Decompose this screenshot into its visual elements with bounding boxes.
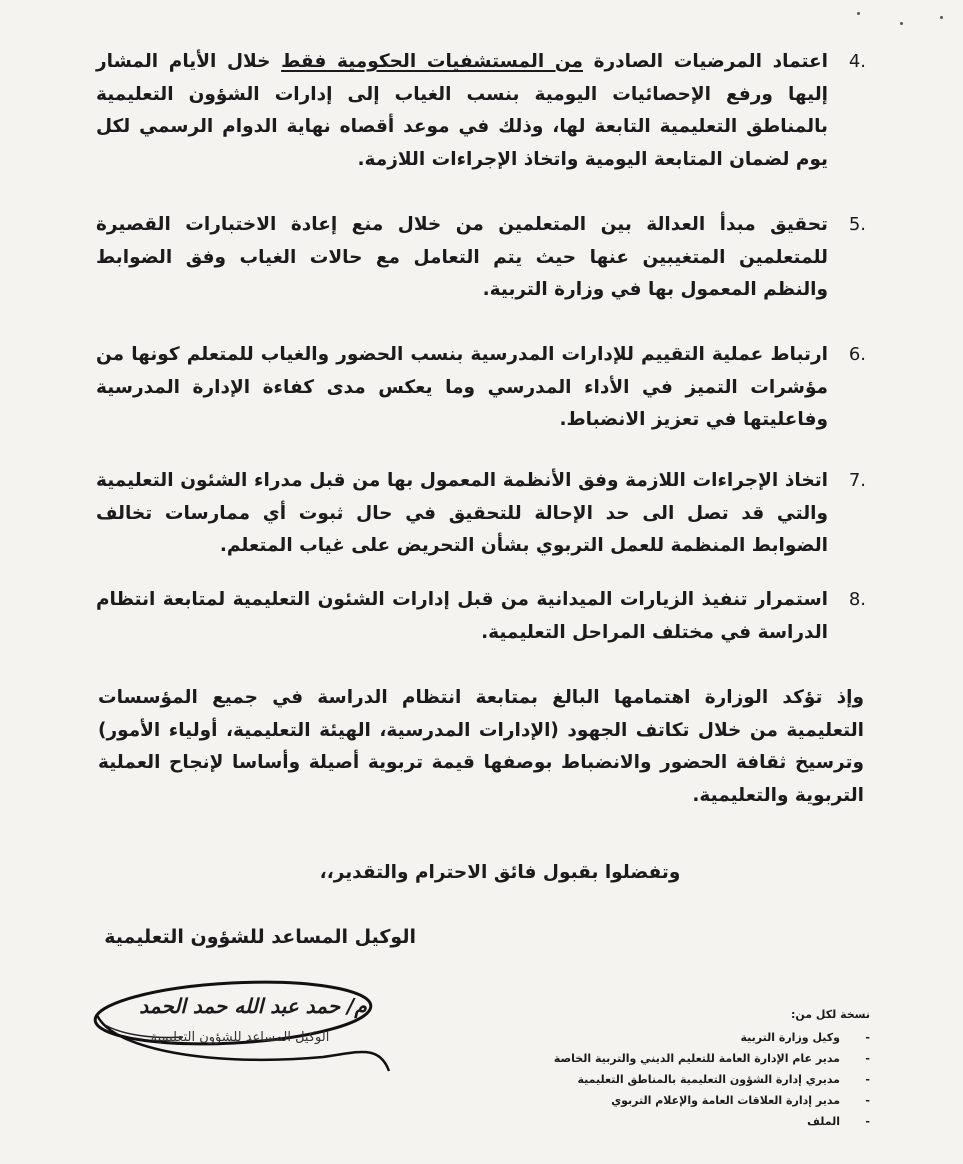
numbered-items [96, 46, 866, 649]
bullet-dash: - [865, 1031, 870, 1044]
list-item [96, 465, 866, 584]
list-item [530, 1027, 870, 1048]
list-item [530, 1111, 870, 1132]
item-number: 5. [848, 214, 866, 235]
item-text: تحقيق مبدأ العدالة بين المتعلمين من خلال منع إعادة الاختبارات القصيرة للمتعلمين المتغيبين عنها حيث يتم التعامل مع حالات الغياب وفق الضوابط والنظم المعمول بها في وزارة التربية. [96, 214, 828, 300]
copies-title: نسخة لكل من: [790, 1008, 870, 1021]
list-item [96, 209, 866, 339]
item-number: 7. [848, 470, 866, 491]
scan-speck [900, 22, 903, 25]
closing-paragraph: وإذ تؤكد الوزارة اهتمامها البالغ بمتابعة انتظام الدراسة في جميع المؤسسات التعليمية من خلال تكاتف الجهود (الإدارات المدرسية، الهيئة التعليمية، أولياء الأمور) وترسيخ ثقافة الحضور والانضباط بوصفها قيمة تربوية أصيلة وأساسا لإنجاح العملية التربوية والتعليمية. [98, 687, 864, 806]
list-item [530, 1090, 870, 1111]
item-number: 8. [848, 589, 866, 610]
list-item [530, 1069, 870, 1090]
bullet-dash: - [865, 1115, 870, 1128]
copy-recipient: مدير عام الإدارة العامة للتعليم الديني والتربية الخاصة [553, 1052, 840, 1065]
list-item [96, 584, 866, 649]
bullet-dash: - [865, 1052, 870, 1065]
copy-recipient: الملف [807, 1115, 840, 1128]
item-text: استمرار تنفيذ الزيارات الميدانية من قبل إدارات الشئون التعليمية لمتابعة انتظام الدراسة في مختلف المراحل التعليمية. [96, 589, 828, 643]
list-item [96, 339, 866, 465]
item-number: 4. [848, 51, 866, 72]
scan-speck [857, 12, 860, 15]
list-item [96, 46, 866, 209]
signatory-title: الوكيل المساعد للشؤون التعليمية [104, 926, 416, 948]
item-text: خلال الأيام المشار إليها ورفع الإحصائيات اليومية بنسب الغياب إلى إدارات الشؤون التعليمية بالمناطق التعليمية التابعة لها، وذلك في موعد أقصاه نهاية الدوام الرسمي لكل يوم لضمان المتابعة اليومية واتخاذ الإجراءات اللازمة. [96, 51, 828, 170]
signatory-stamp-text: الوكيل المساعد للشؤون التعليمية [150, 1030, 330, 1045]
copy-recipient: مديري إدارة الشؤون التعليمية بالمناطق التعليمية [577, 1073, 840, 1086]
signature-scribble [93, 975, 393, 1080]
copy-recipient: مدير إدارة العلاقات العامة والإعلام التربوي [611, 1094, 840, 1107]
item-lead: اعتماد المرضيات الصادرة [582, 51, 829, 72]
bullet-dash: - [865, 1094, 870, 1107]
item-text: ارتباط عملية التقييم للإدارات المدرسية بنسب الحضور والغياب للمتعلم كونها من مؤشرات التميز في الأداء المدرسي وما يعكس مدى كفاءة الإدارة المدرسية وفاعليتها في تعزيز الانضباط. [96, 344, 828, 430]
bullet-dash: - [865, 1073, 870, 1086]
copies-list [530, 1004, 870, 1132]
signatory-name: م/ حمد عبد الله حمد الحمد [139, 994, 367, 1018]
list-item [530, 1048, 870, 1069]
regards-line: وتفضلوا بقبول فائق الاحترام والتقدير،، [319, 862, 681, 883]
item-number: 6. [848, 344, 866, 365]
item-text: اتخاذ الإجراءات اللازمة وفق الأنظمة المعمول بها من قبل مدراء الشئون التعليمية والتي قد تصل الى حد الإحالة للتحقيق في حال ثبوت أي ممارسات تخالف الضوابط المنظمة للعمل التربوي بشأن التحريض على غياب المتعلم. [96, 470, 828, 556]
copy-recipient: وكيل وزارة التربية [740, 1031, 840, 1044]
scan-speck [940, 16, 943, 19]
item-highlight: من المستشفيات الحكومية فقط [281, 51, 583, 72]
